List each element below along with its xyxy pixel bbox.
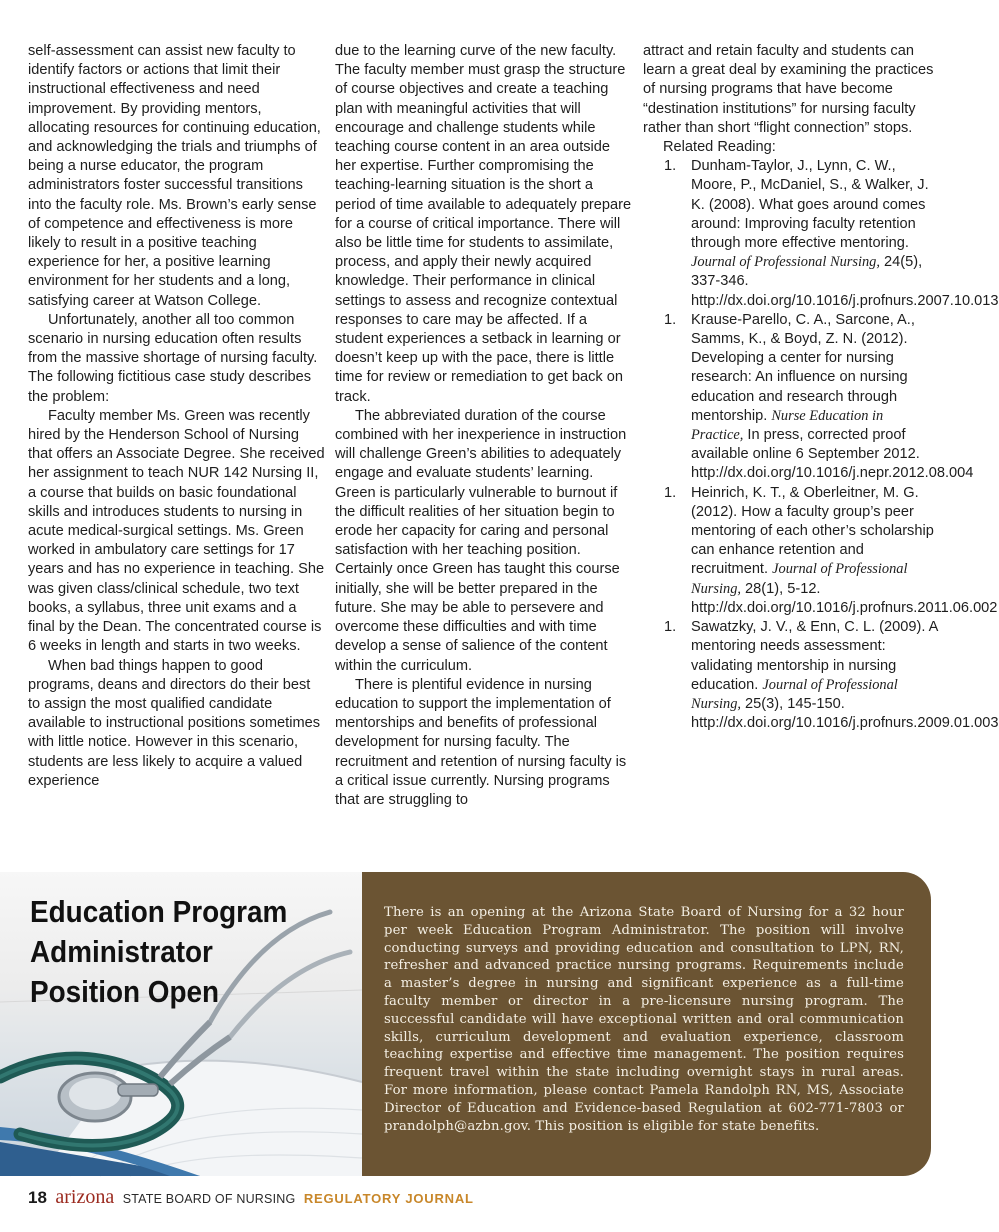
article-column-2 <box>335 42 633 810</box>
reference-item <box>643 618 999 733</box>
paragraph: due to the learning curve of the new faculty. The faculty member must grasp the structure of course objectives and create a teaching plan with meaningful activities that will encourage and challenge students while teaching course content in an area outside her expertise. Further compromising the teaching-learning situation is the short a period of time available to adequately prepare for a course of critical importance. There will also be little time for students to assimilate, process, and apply their newly acquired knowledge. Their performance in clinical settings to assess and recognize contextual responses to care may be affected. If a student experiences a setback in learning or doesn’t keep up with the pace, there is little time for review or remediation to get back on track. <box>335 43 632 405</box>
reference-journal: Journal of Professional Nursing, <box>691 676 898 712</box>
reference-details: In press, corrected proof available online 6 September 2012. http://dx.doi.org/10.1016/j.nepr.2012.08.004 <box>691 427 974 482</box>
paragraph: There is plentiful evidence in nursing education to support the implementation of mentorships and benefits of professional development for nursing faculty. The recruitment and retention of nursing faculty is a critical issue currently. Nursing programs that are struggling to <box>335 676 627 808</box>
related-reading-heading: Related Reading: <box>663 139 776 156</box>
reference-item <box>643 311 974 484</box>
publication-logo: arizona <box>55 1186 115 1208</box>
reference-journal: Journal of Professional Nursing, <box>691 561 908 597</box>
publisher-name: STATE BOARD OF NURSING <box>122 1192 296 1206</box>
reference-details: 25(3), 145-150. http://dx.doi.org/10.1016/j.profnurs.2009.01.003 <box>691 695 999 732</box>
paragraph: Faculty member Ms. Green was recently hired by the Henderson School of Nursing that offers an Associate Degree. She received her assignment to teach NUR 142 Nursing II, a course that builds on basic foundational skills and introduces students to nursing in acute medical-surgical settings. Ms. Green worked in ambulatory care settings for 17 years and has no experience in teaching. She was given class/clinical schedule, two text books, a syllabus, three unit exams and a final by the Dean. The concentrated course is 6 weeks in length and starts in two weeks. <box>28 407 325 655</box>
paragraph: The abbreviated duration of the course combined with her inexperience in instruction will challenge Green’s abilities to adequately engage and evaluate students’ learning. Green is particularly vulnerable to burnout if the difficult realities of her situation begin to erode her capacity for caring and personal satisfaction with her teaching position. Certainly once Green has taught this course initially, she will be better prepared in the future. She may be able to persevere and overcome these difficulties and with time develop a sense of salience of the content within the curriculum. <box>335 407 627 674</box>
ad-body-text: There is an opening at the Arizona State Board of Nursing for a 32 hour per week Education Program Administrator. The position will involve conducting surveys and providing education and consultation to LPN, RN, refresher and advanced practice nursing programs. Requirements include a master’s degree in nursing and significant experience as a full-time faculty member or director in a pre-licensure nursing program. The successful candidate will have exceptional written and oral communication skills, curriculum development and evaluation experience, classroom teaching expertise and effective time management. The position requires frequent travel within the state including overnight stays in rural areas. For more information, please contact Pamela Randolph RN, MS, Associate Director of Education and Evidence-based Regulation at 602-771-7803 or prandolph@azbn.gov. This position is eligible for state benefits. <box>384 905 904 1134</box>
reference-authors: Heinrich, K. T., & Oberleitner, M. G. (2012). How a faculty group’s peer mentoring of each other’s scholarship can enhance retention and recruitment. <box>691 484 934 578</box>
reference-list <box>643 157 999 733</box>
stethoscope-photo <box>0 872 362 1176</box>
ad-title-line: Administrator <box>30 934 213 969</box>
reference-authors: Sawatzky, J. V., & Enn, C. L. (2009). A mentoring needs assessment: validating mentorship in nursing education. <box>691 619 938 693</box>
reference-number: 1. <box>664 619 677 636</box>
reference-journal: Nurse Education in Practice, <box>691 407 884 444</box>
reference-number: 1. <box>664 484 677 501</box>
reference-item <box>643 157 999 311</box>
article-column-3 <box>643 42 999 733</box>
page-footer <box>28 1186 474 1208</box>
article-column-1 <box>28 42 326 791</box>
paragraph: self-assessment can assist new faculty to identify factors or actions that limit their instructional effectiveness and need improvement. By providing mentors, allocating resources for continuing education, and acknowledging the trials and triumphs of being a nurse educator, the program administrators foster successful transitions into the faculty role. Ms. Brown’s early sense of competence and effectiveness is more likely to result in a positive teaching experience for her, a positive learning environment for her students and a long, satisfying career at Watson College. <box>28 43 321 309</box>
reference-item <box>643 484 998 618</box>
job-advertisement <box>0 872 960 1176</box>
ad-title-line: Education Program <box>30 894 288 929</box>
reference-number: 1. <box>664 311 677 328</box>
paragraph: When bad things happen to good programs, deans and directors do their best to assign the most qualified candidate available to instructional positions sometimes with little notice. However in this scenario, students are less likely to acquire a valued experience <box>28 657 321 789</box>
reference-details: 24(5), 337-346. http://dx.doi.org/10.1016/j.profnurs.2007.10.013 <box>691 254 999 309</box>
reference-number: 1. <box>664 158 677 175</box>
reference-authors: Krause-Parello, C. A., Sarcone, A., Samms, K., & Boyd, Z. N. (2012). Developing a center for nursing research: An influence on nursing education and research through mentorship. <box>691 311 915 424</box>
ad-text-box <box>362 872 931 1176</box>
journal-name: REGULATORY JOURNAL <box>303 1191 474 1206</box>
paragraph: Unfortunately, another all too common scenario in nursing education often results from the massive shortage of nursing faculty. The following fictitious case study describes the problem: <box>28 311 318 405</box>
reference-authors: Dunham-Taylor, J., Lynn, C. W., Moore, P., McDaniel, S., & Walker, J. K. (2008). What goes around comes around: Improving faculty retention through more effective mentoring. <box>691 158 929 252</box>
reference-journal: Journal of Professional Nursing, <box>691 254 880 271</box>
ad-title <box>30 892 318 1012</box>
paragraph: attract and retain faculty and students can learn a great deal by examining the practices of nursing programs that have become “destination institutions” for nursing faculty rather than short “flight connection” stops. <box>643 43 934 136</box>
reference-details: 28(1), 5-12. http://dx.doi.org/10.1016/j.profnurs.2011.06.002 <box>691 580 998 616</box>
ad-title-line: Position Open <box>30 974 220 1009</box>
page-number: 18 <box>28 1188 47 1207</box>
